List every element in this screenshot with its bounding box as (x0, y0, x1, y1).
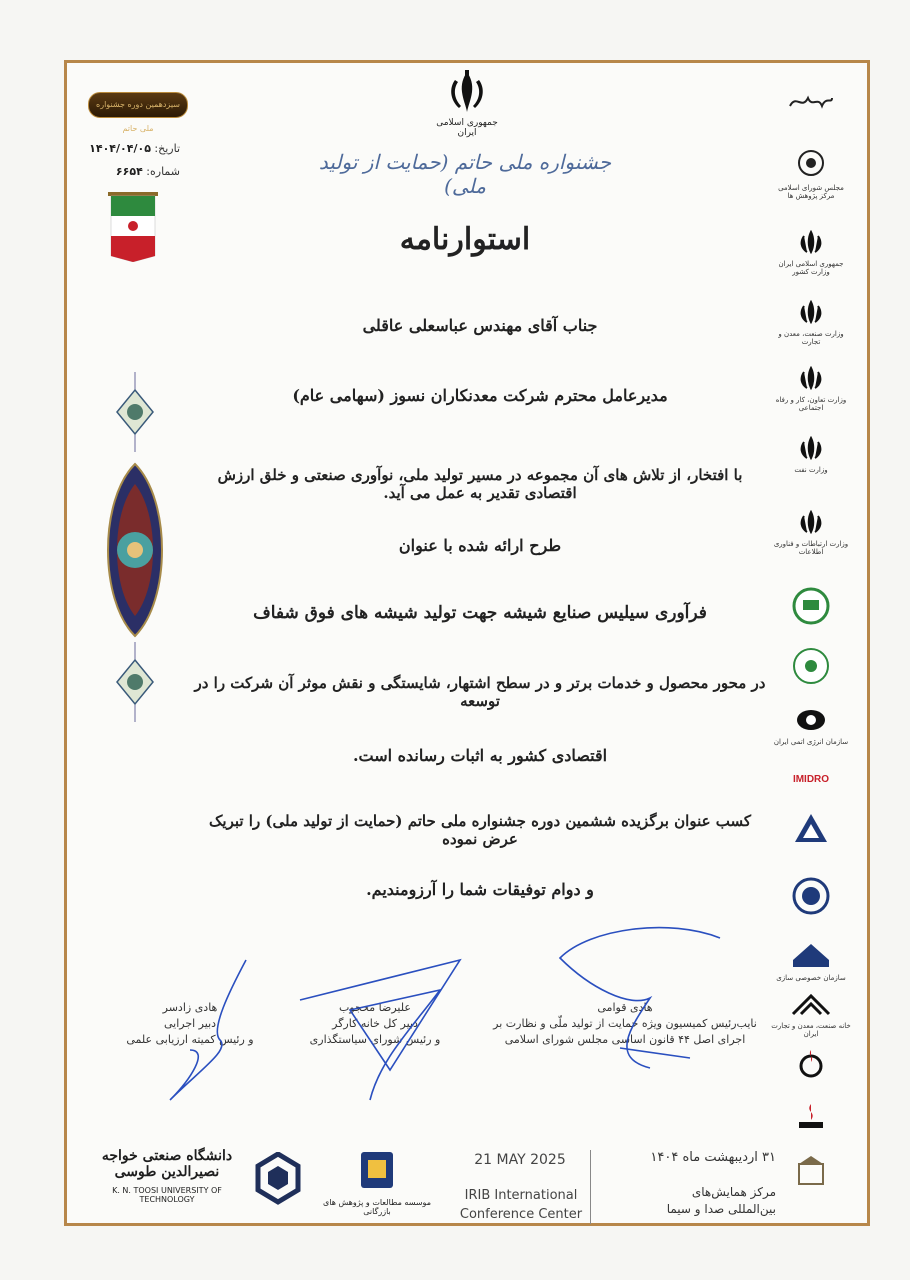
bastani-calligraphy-icon (786, 90, 836, 114)
sponsor-logo-10: سازمان انرژی اتمی ایران (770, 708, 852, 746)
signatory-1 (110, 1000, 270, 1048)
event-date-fa: ۳۱ اردیبهشت ماه ۱۴۰۴ (650, 1150, 776, 1165)
body-line-4: اقتصادی کشور به اثبات رسانده است. (352, 746, 608, 765)
petrochem-icon (793, 1048, 829, 1078)
sponsor-logo-15: خانه صنعت، معدن و تجارت ایران (770, 992, 852, 1038)
meta-block (70, 142, 180, 188)
date-row (70, 142, 180, 155)
university-emblem-icon (244, 1152, 312, 1212)
signatory-2-title2: و رئیس شورای سیاستگذاری (309, 1033, 441, 1046)
signatory-2 (290, 1000, 460, 1048)
body-line-6: و دوام توفیقات شما را آرزومندیم. (366, 880, 594, 899)
footer-divider (590, 1150, 591, 1224)
signatory-1-title1: دبیر اجرایی (163, 1017, 217, 1030)
emblem-icon (799, 230, 823, 254)
chamber-icon (791, 876, 831, 916)
signatory-2-title1: دبیر کل خانه کارگر (332, 1017, 418, 1030)
university-en: K. N. TOOSI UNIVERSITY OF TECHNOLOGY (112, 1186, 222, 1204)
ornament-main-icon (95, 460, 175, 644)
sponsor-logo-13 (770, 876, 852, 920)
body-line-2: طرح ارائه شده با عنوان (398, 536, 562, 555)
majlis-research-icon (796, 148, 826, 178)
institute-logo (322, 1150, 432, 1216)
venue-fa-2: بین‌المللی صدا و سیما (666, 1202, 776, 1216)
emblem-icon (799, 510, 823, 534)
mining-house-icon (791, 992, 831, 1016)
project-title: فرآوری سیلیس صنایع شیشه جهت تولید شیشه های فوق شفاف (253, 603, 707, 623)
sponsor-logo-8 (770, 586, 852, 630)
sponsor-logo-6: وزارت نفت (770, 436, 852, 474)
venue-fa (596, 1184, 776, 1218)
venue-en-1: IRIB International (464, 1188, 578, 1203)
oil-co-icon (793, 1102, 829, 1132)
triangle-logo-icon (793, 812, 829, 844)
sponsor-logo-7: وزارت ارتباطات و فناوری اطلاعات (770, 510, 852, 556)
signatory-3-title1: نایب‌رئیس کمیسیون ویژه حمایت از تولید ملّی و نظارت بر (493, 1017, 757, 1030)
sponsor-logo-9 (770, 646, 852, 690)
emblem-icon (799, 300, 823, 324)
recipient-position: مدیرعامل محترم شرکت معدنکاران نسوز (سهامی عام) (292, 386, 668, 405)
ornament-bottom-icon (95, 642, 175, 726)
green-circle-icon (791, 646, 831, 686)
jahad-icon (791, 586, 831, 626)
sponsor-logo-14: سازمان خصوصی سازی (770, 942, 852, 982)
venue-en (456, 1186, 586, 1224)
sponsor-logo-5: وزارت تعاون، کار و رفاه اجتماعی (770, 366, 852, 412)
iran-emblem-icon (445, 68, 489, 116)
house-icon (791, 942, 831, 968)
emblem-icon (799, 436, 823, 460)
sponsor-logo-2: مجلس شورای اسلامی مرکز پژوهش ها (770, 148, 852, 200)
signatory-3 (480, 1000, 770, 1048)
conf-icon (793, 1154, 829, 1190)
sponsor-logo-17 (770, 1102, 852, 1136)
festival-badge (88, 92, 188, 133)
institute-icon (359, 1150, 395, 1190)
signatory-3-name: هادی قوامی (597, 1001, 653, 1014)
festival-badge-text: سیزدهمین دوره جشنواره ملی حاتم (96, 100, 180, 133)
venue-fa-1: مرکز همایش‌های (691, 1185, 776, 1199)
university-logo (92, 1148, 242, 1204)
sponsor-logo-11 (770, 774, 852, 785)
number-value: ۶۶۵۴ (115, 165, 143, 178)
iran-emblem (432, 68, 502, 138)
number-row (70, 165, 180, 178)
venue-en-2: Conference Center (459, 1207, 583, 1222)
signatory-1-title2: و رئیس کمیته ارزیابی علمی (126, 1033, 254, 1046)
number-label: شماره: (146, 165, 180, 178)
ornament-top-icon (95, 372, 175, 456)
sponsor-logo-12 (770, 812, 852, 848)
date-label: تاریخ: (154, 142, 180, 155)
date-value: ۱۴۰۴/۰۴/۰۵ (89, 142, 151, 155)
sponsor-logo-4: وزارت صنعت، معدن و تجارت (770, 300, 852, 346)
signatory-2-name: علیرضا محجوب (339, 1001, 411, 1014)
body-line-1: با افتخار، از تلاش های آن مجموعه در مسیر تولید ملی، نوآوری صنعتی و خلق ارزش اقتصادی تقدیر به عمل می آید. (217, 466, 743, 502)
festival-name: جشنواره ملی حاتم (حمایت از تولید ملی) (318, 150, 612, 198)
signatory-3-title2: اجرای اصل ۴۴ قانون اساسی مجلس شورای اسلامی (504, 1033, 746, 1046)
emblem-icon (799, 366, 823, 390)
sponsor-logo-16 (770, 1048, 852, 1082)
body-line-5: کسب عنوان برگزیده ششمین دوره جشنواره ملی حاتم (حمایت از تولید ملی) را تبریک عرض نموده (208, 812, 752, 848)
recipient-name: جناب آقای مهندس عباسعلی عاقلی (362, 316, 598, 335)
body-line-3: در محور محصول و خدمات برتر و در سطح اشتهار، شایستگی و نقش موثر آن شرکت را در توسعه (194, 674, 766, 710)
imidro-icon: IMIDRO (792, 774, 830, 785)
sponsor-logo-1 (770, 90, 852, 118)
sponsor-logo-18 (770, 1154, 852, 1194)
event-date-en: 21 MAY 2025 (474, 1152, 566, 1168)
certificate-title: استوارنامه (399, 222, 531, 257)
atom-icon (795, 708, 827, 732)
signatory-1-name: هادی زادسر (162, 1001, 218, 1014)
emblem-caption: جمهوری اسلامی ایران (436, 118, 498, 138)
flag-icon (108, 192, 158, 262)
institute-name: موسسه مطالعات و پژوهش های بازرگانی (323, 1198, 431, 1216)
university-name: دانشگاه صنعتی خواجه نصیرالدین طوسی (101, 1148, 233, 1180)
sponsor-logo-3: جمهوری اسلامی ایران وزارت کشور (770, 230, 852, 276)
